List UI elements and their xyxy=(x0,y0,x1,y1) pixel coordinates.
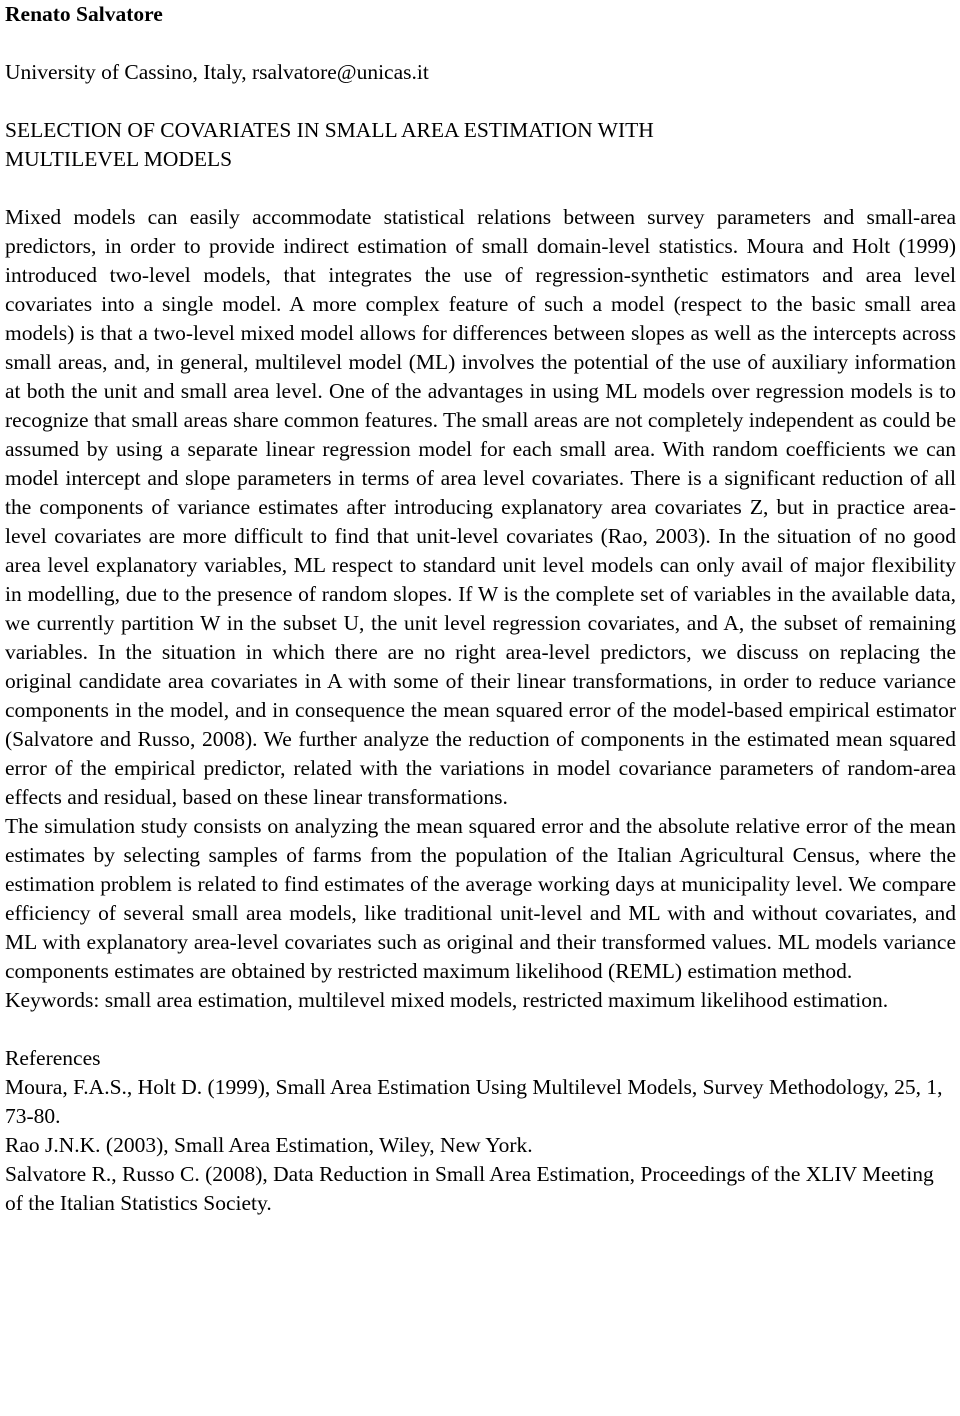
reference-item: Rao J.N.K. (2003), Small Area Estimation, Wiley, New York. xyxy=(5,1133,533,1157)
paper-title-line-2: MULTILEVEL MODELS xyxy=(5,147,233,171)
keywords: Keywords: small area estimation, multilevel mixed models, restricted maximum likelihood estimation. xyxy=(5,988,889,1012)
reference-item: Moura, F.A.S., Holt D. (1999), Small Area Estimation Using Multilevel Models, Survey Methodology, 25, 1, 73-80. xyxy=(5,1075,943,1128)
reference-item: Salvatore R., Russo C. (2008), Data Reduction in Small Area Estimation, Proceedings of the XLIV Meeting of the Italian Statistics Society. xyxy=(5,1162,934,1215)
references-list xyxy=(5,1073,956,1218)
references-heading: References xyxy=(5,1046,101,1070)
author-affiliation: University of Cassino, Italy, rsalvatore@unicas.it xyxy=(5,60,429,84)
author-name: Renato Salvatore xyxy=(5,2,163,26)
paper-title-line-1: SELECTION OF COVARIATES IN SMALL AREA ESTIMATION WITH xyxy=(5,118,654,142)
abstract-paragraph-2: The simulation study consists on analyzing the mean squared error and the absolute relative error of the mean estimates by selecting samples of farms from the population of the Italian Agricultural Census, where the estimation problem is related to find estimates of the average working days at municipality level. We compare efficiency of several small area models, like traditional unit-level and ML with and without covariates, and ML with explanatory area-level covariates such as original and their transformed values. ML models variance components estimates are obtained by restricted maximum likelihood (REML) estimation method. xyxy=(5,814,956,983)
abstract-paragraph-1: Mixed models can easily accommodate statistical relations between survey parameters and small-area predictors, in order to provide indirect estimation of small domain-level statistics. Moura and Holt (1999) introduced two-level models, that integrates the use of regression-synthetic estimators and area level covariates into a single model. A more complex feature of such a model (respect to the basic small area models) is that a two-level mixed model allows for differences between slopes as well as the intercepts across small areas, and, in general, multilevel model (ML) involves the potential of the use of auxiliary information at both the unit and small area level. One of the advantages in using ML models over regression models is to recognize that small areas share common features. The small areas are not completely independent as could be assumed by using a separate linear regression model for each small area. With random coefficients we can model intercept and slope parameters in terms of area level covariates. There is a significant reduction of all the components of variance estimates after introducing explanatory area covariates Z, but in practice area-level covariates are more difficult to find that unit-level covariates (Rao, 2003). In the situation of no good area level explanatory variables, ML respect to standard unit level models can only avail of major flexibility in modelling, due to the presence of random slopes. If W is the complete set of variables in the available data, we currently partition W in the subset U, the unit level regression covariates, and A, the subset of remaining variables. In the situation in which there are no right area-level predictors, we discuss on replacing the original candidate area covariates in A with some of their linear transformations, in order to reduce variance components in the model, and in consequence the mean squared error of the model-based empirical estimator (Salvatore and Russo, 2008). We further analyze the reduction of components in the estimated mean squared error of the empirical predictor, related with the variations in model covariance parameters of random-area effects and residual, based on these linear transformations. xyxy=(5,205,956,809)
abstract-body xyxy=(5,203,956,1015)
paper-title xyxy=(5,116,956,174)
